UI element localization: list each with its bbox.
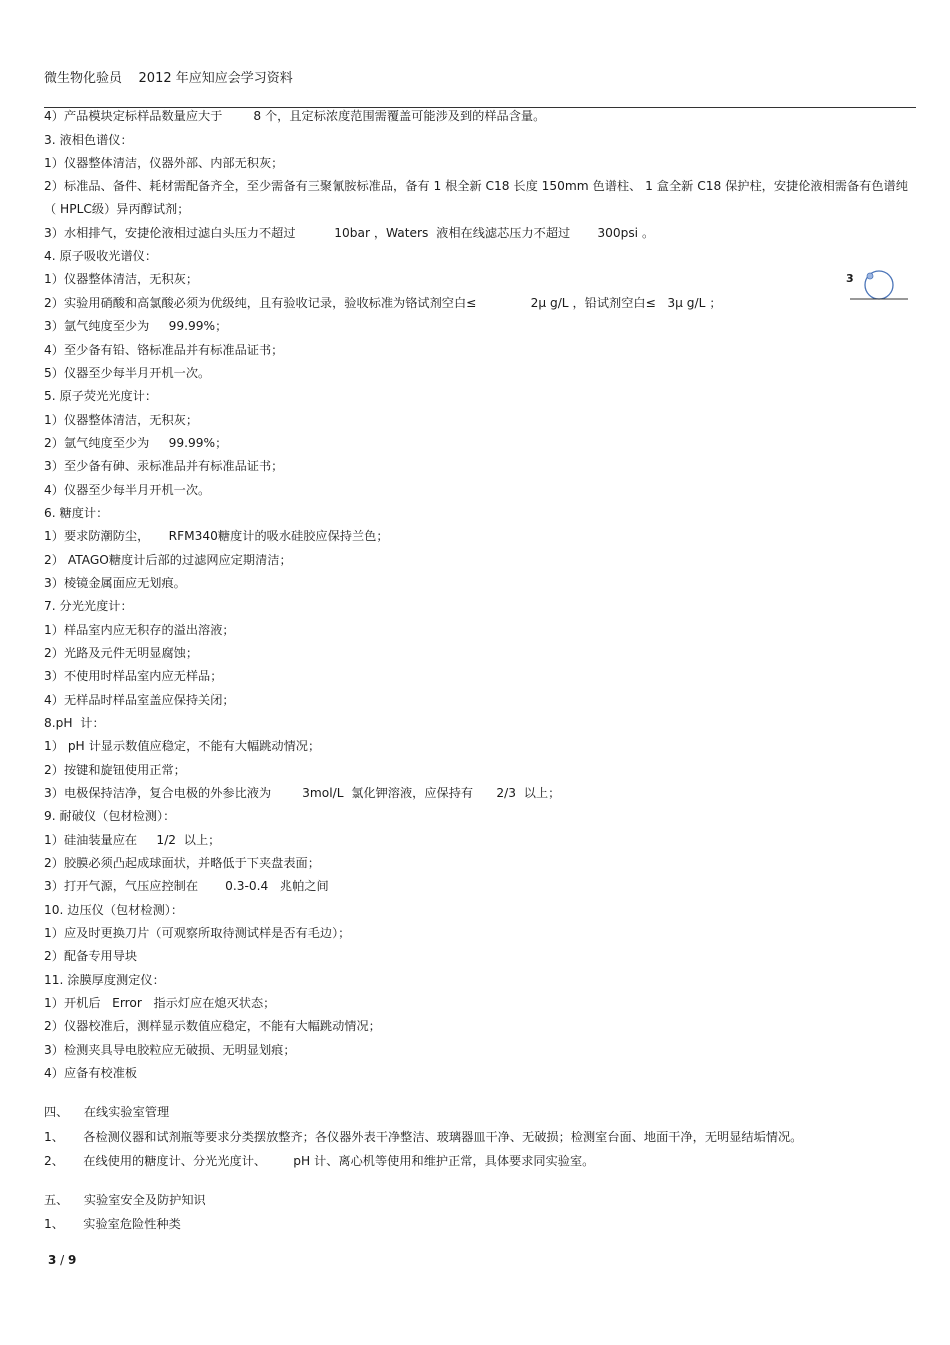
text-line: 2）光路及元件无明显腐蚀；: [44, 646, 199, 660]
text-line: 4）无样品时样品室盖应保持关闭；: [44, 693, 235, 707]
text-line: 1）应及时更换刀片（可观察所取待测试样是否有毛边）；: [44, 926, 351, 940]
section-heading: 6. 糖度计：: [44, 506, 109, 520]
text-line: 2、 在线使用的糖度计、分光光度计、 pH 计、离心机等使用和维护正常，具体要求同实验室。: [44, 1154, 595, 1168]
text-line: 1）开机后 Error 指示灯应在熄灭状态；: [44, 996, 276, 1010]
page-number: [48, 1253, 76, 1267]
section-heading: 9. 耐破仪（包材检测）：: [44, 809, 176, 823]
document-header: 微生物化验员 2012 年应知应会学习资料: [44, 71, 293, 86]
text-line: 2）实验用硝酸和高氯酸必须为优级纯，且有验收记录，验收标准为铬试剂空白≤ 2μ g/L ，铅试剂空白≤ 3μ g/L ；: [44, 296, 722, 310]
text-line: 3）不使用时样品室内应无样品；: [44, 669, 223, 683]
text-line: 4）产品模块定标样品数量应大于 8 个，且定标浓度范围需覆盖可能涉及到的样品含量。: [44, 109, 546, 123]
text-line: 1）仪器整体清洁，仪器外部、内部无积灰；: [44, 156, 284, 170]
section-heading: 11. 涂膜厚度测定仪：: [44, 973, 165, 987]
text-line: 1）仪器整体清洁，无积灰；: [44, 272, 199, 286]
chapter-heading: 四、 在线实验室管理: [44, 1105, 170, 1119]
page-separator: /: [56, 1253, 69, 1267]
text-line: 3）棱镜金属面应无划痕。: [44, 576, 186, 590]
text-line: 3）电极保持洁净，复合电极的外参比液为 3mol/L 氯化钾溶液，应保持有 2/3 以上；: [44, 786, 561, 800]
chapter-heading: 五、 实验室安全及防护知识: [44, 1193, 206, 1207]
text-line: 2）按键和旋钮使用正常；: [44, 763, 186, 777]
page-current: 3: [48, 1253, 57, 1267]
text-line: 3）打开气源，气压应控制在 0.3-0.4 兆帕之间: [44, 879, 329, 893]
text-line: 2）胶膜必须凸起成球面状，并略低于下夹盘表面；: [44, 856, 320, 870]
text-line: 4）仪器至少每半月开机一次。: [44, 483, 211, 497]
text-line: 1）样品室内应无积存的溢出溶液；: [44, 623, 235, 637]
section-heading: 7. 分光光度计：: [44, 599, 133, 613]
text-line: 1、 各检测仪器和试剂瓶等要求分类摆放整齐；各仪器外表干净整洁、玻璃器皿干净、无破损；检测室台面、地面干净，无明显结垢情况。: [44, 1130, 803, 1144]
text-line: 4）至少备有铅、铬标准品并有标准品证书；: [44, 343, 284, 357]
page-total: 9: [68, 1253, 77, 1267]
text-line: 4）应备有校准板: [44, 1066, 138, 1080]
text-line: 3）水相排气，安捷伦液相过滤白头压力不超过 10bar ，Waters 液相在线滤芯压力不超过 300psi 。: [44, 226, 655, 240]
text-line: 3）检测夹具导电胶粒应无破损、无明显划痕；: [44, 1043, 296, 1057]
text-line: 1）硅油装量应在 1/2 以上；: [44, 833, 221, 847]
text-line: 2）仪器校准后，测样显示数值应稳定，不能有大幅跳动情况；: [44, 1019, 381, 1033]
text-line: 2）标准品、备件、耗材需配备齐全，至少需备有三聚氰胺标准品，备有 1 根全新 C18 长度 150mm 色谱柱、 1 盒全新 C18 保护柱，安捷伦液相需备有色谱纯（ HPLC级）异丙醇试剂；: [44, 179, 908, 216]
text-line: 2） ATAGO糖度计后部的过滤网应定期清洁；: [44, 553, 292, 567]
section-heading: 10. 边压仪（包材检测）：: [44, 903, 184, 917]
section-heading: 5. 原子荧光光度计：: [44, 389, 158, 403]
text-line: 1）要求防潮防尘， RFM340糖度计的吸水硅胶应保持兰色；: [44, 529, 389, 543]
section-heading: 3. 液相色谱仪：: [44, 133, 133, 147]
section-heading: 4. 原子吸收光谱仪：: [44, 249, 158, 263]
text-line: 3）至少备有砷、汞标准品并有标准品证书；: [44, 459, 284, 473]
text-line: 5）仪器至少每半月开机一次。: [44, 366, 211, 380]
margin-mark-number: 3: [846, 272, 854, 285]
text-line: 1） pH 计显示数值应稳定，不能有大幅跳动情况；: [44, 739, 321, 753]
circle-mark-icon: [846, 268, 910, 304]
text-line: 2）氩气纯度至少为 99.99%；: [44, 436, 228, 450]
text-line: 1）仪器整体清洁，无积灰；: [44, 413, 199, 427]
text-line: 2）配备专用导块: [44, 949, 138, 963]
text-line: 1、 实验室危险性种类: [44, 1217, 181, 1231]
page-margin-mark: [846, 268, 910, 304]
section-heading: 8.pH 计：: [44, 716, 105, 730]
text-line: 3）氩气纯度至少为 99.99%；: [44, 319, 228, 333]
